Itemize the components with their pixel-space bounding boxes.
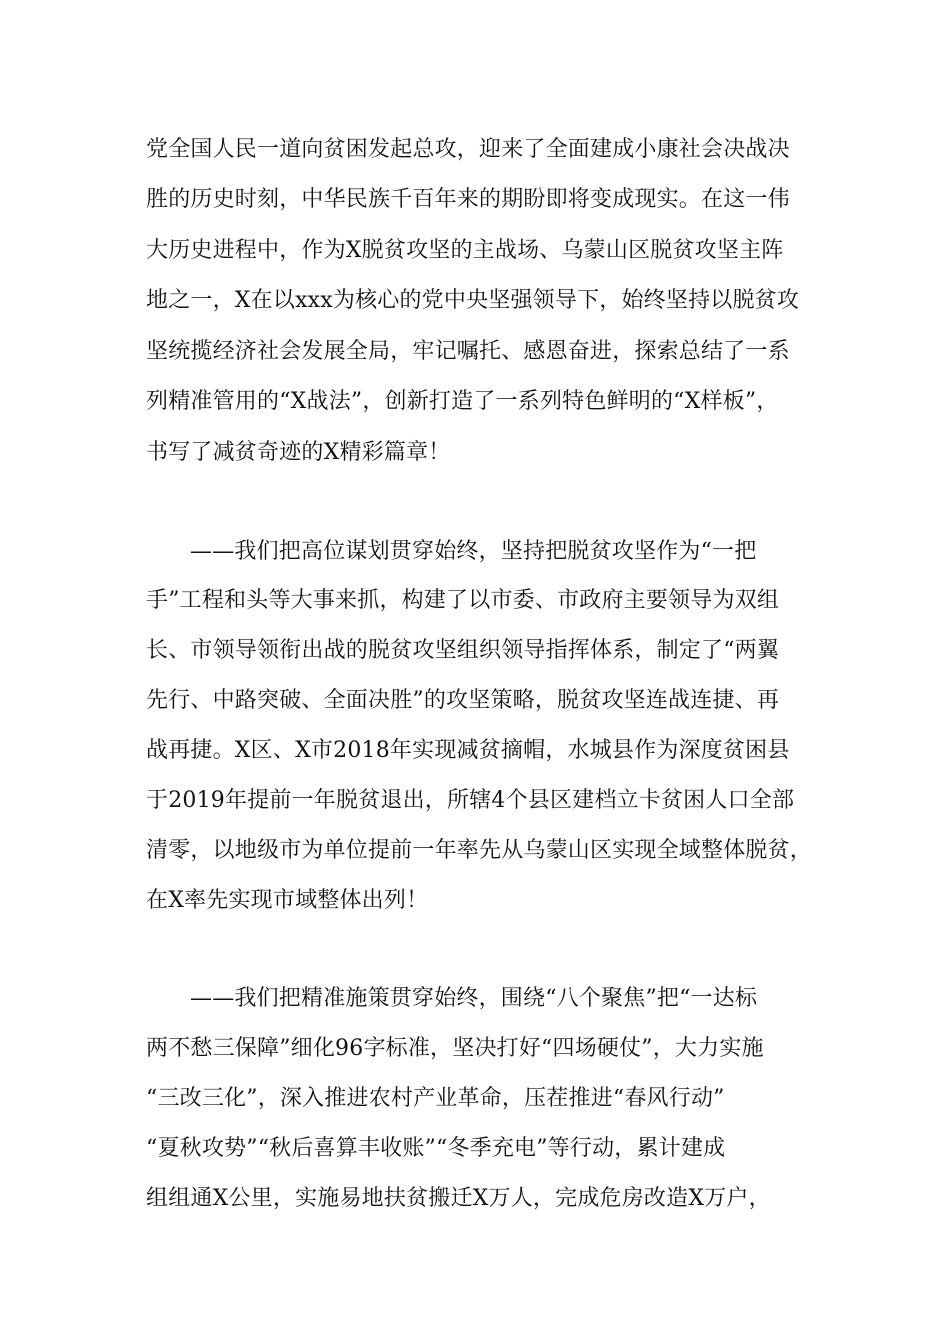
paragraph-2-line-8: 在X率先实现市域整体出列！ [146, 888, 429, 913]
paragraph-1-line-6: 列精准管用的“X战法”，创新打造了一系列特色鲜明的“X样板”， [146, 389, 779, 414]
paragraph-1-line-5: 坚统揽经济社会发展全局，牢记嘱托、感恩奋进，探索总结了一系 [146, 339, 790, 364]
paragraph-2-line-6: 于2019年提前一年脱贫退出，所辖4个县区建档立卡贫困人口全部 [146, 788, 795, 813]
paragraph-3-line-1: ——我们把精准施策贯穿始终，围绕“八个聚焦”把“一达标 [190, 986, 758, 1011]
paragraph-2-line-1: ——我们把高位谋划贯穿始终，坚持把脱贫攻坚作为“一把 [190, 539, 757, 564]
paragraph-1-line-2: 胜的历史时刻，中华民族千百年来的期盼即将变成现实。在这一伟 [146, 187, 790, 212]
paragraph-3-line-2: 两不愁三保障”细化96字标准，坚决打好“四场硬仗”，大力实施 [146, 1036, 764, 1061]
paragraph-3-line-5: 组组通X公里，实施易地扶贫搬迁X万人，完成危房改造X万户， [146, 1186, 771, 1211]
paragraph-2-line-5: 战再捷。X区、X市2018年实现减贫摘帽，水城县作为深度贫困县 [146, 738, 790, 763]
paragraph-1-line-4: 地之一，X在以xxx为核心的党中央坚强领导下，始终坚持以脱贫攻 [146, 288, 800, 313]
paragraph-1-line-1: 党全国人民一道向贫困发起总攻，迎来了全面建成小康社会决战决 [146, 137, 790, 162]
paragraph-3-line-4: “夏秋攻势”“秋后喜算丰收账”“冬季充电”等行动，累计建成 [146, 1136, 726, 1161]
paragraph-2-line-4: 先行、中路突破、全面决胜”的攻坚策略，脱贫攻坚连战连捷、再 [146, 688, 780, 713]
paragraph-2-line-3: 长、市领导领衔出战的脱贫攻坚组织领导指挥体系，制定了“两翼 [146, 638, 780, 663]
paragraph-2-line-2: 手”工程和头等大事来抓，构建了以市委、市政府主要领导为双组 [146, 588, 780, 613]
paragraph-3-line-3: “三改三化”，深入推进农村产业革命，压茬推进“春风行动” [146, 1086, 725, 1111]
paragraph-2-line-7: 清零，以地级市为单位提前一年率先从乌蒙山区实现全域整体脱贫， [146, 838, 813, 863]
paragraph-1-line-3: 大历史进程中，作为X脱贫攻坚的主战场、乌蒙山区脱贫攻坚主阵 [146, 238, 784, 263]
paragraph-1-line-7: 书写了减贫奇迹的X精彩篇章！ [146, 440, 451, 465]
